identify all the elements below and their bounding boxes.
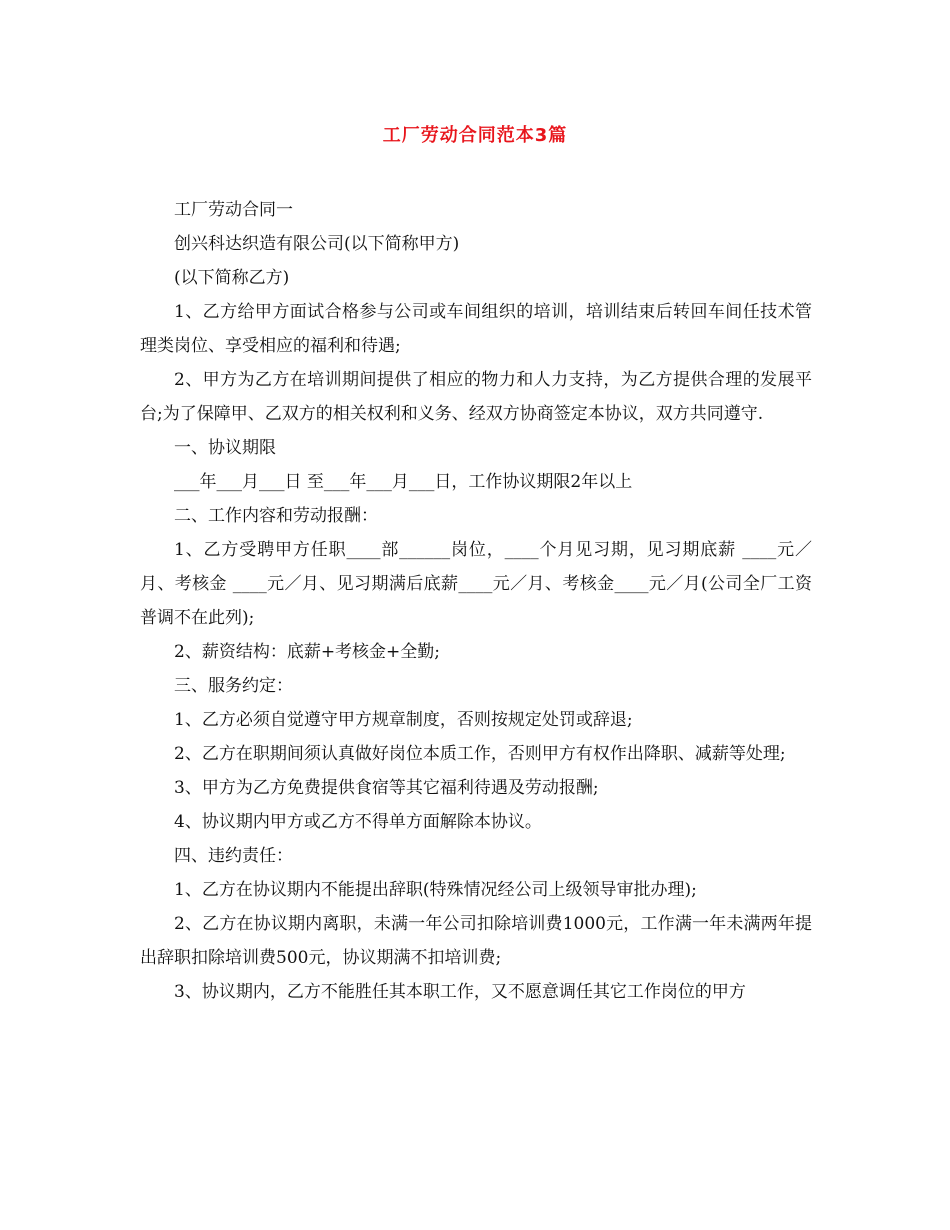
paragraph: 3、甲方为乙方免费提供食宿等其它福利待遇及劳动报酬; <box>174 778 599 798</box>
paragraph: 2、乙方在协议期内离职，未满一年公司扣除培训费1000元，工作满一年未满两年提出辞职扣除培训费500元，协议期满不扣培训费; <box>140 914 812 968</box>
section-heading: 四、违约责任： <box>174 846 293 866</box>
paragraph: (以下简称乙方) <box>174 268 290 288</box>
document-body <box>140 193 812 1009</box>
section-heading: 一、协议期限 <box>174 438 276 458</box>
paragraph: 2、甲方为乙方在培训期间提供了相应的物力和人力支持，为乙方提供合理的发展平台;为了保障甲、乙双方的相关权利和义务、经双方协商签定本协议，双方共同遵守. <box>140 370 812 424</box>
paragraph: 4、协议期内甲方或乙方不得单方面解除本协议。 <box>174 812 542 832</box>
paragraph: 1、乙方必须自觉遵守甲方规章制度，否则按规定处罚或辞退; <box>174 710 633 730</box>
paragraph: 2、乙方在职期间须认真做好岗位本质工作，否则甲方有权作出降职、减薪等处理; <box>174 744 786 764</box>
paragraph: 3、协议期内，乙方不能胜任其本职工作，又不愿意调任其它工作岗位的甲方 <box>174 982 746 1002</box>
paragraph: 工厂劳动合同一 <box>174 200 293 220</box>
paragraph: 2、薪资结构：底薪+考核金+全勤; <box>174 642 441 662</box>
section-heading: 二、工作内容和劳动报酬： <box>174 506 378 526</box>
paragraph: 创兴科达织造有限公司(以下简称甲方) <box>174 234 460 254</box>
paragraph: ___年___月___日 至___年___月___日，工作协议期限2年以上 <box>174 472 633 492</box>
paragraph: 1、乙方给甲方面试合格参与公司或车间组织的培训，培训结束后转回车间任技术管理类岗位、享受相应的福利和待遇; <box>140 302 812 356</box>
paragraph: 1、乙方在协议期内不能提出辞职(特殊情况经公司上级领导审批办理); <box>174 880 697 900</box>
document-title: 工厂劳动合同范本3篇 <box>382 125 568 146</box>
paragraph: 1、乙方受聘甲方任职____部______岗位，____个月见习期，见习期底薪 ____元／月、考核金 ____元／月、见习期满后底薪____元／月、考核金____元／月(公司全厂工资普调不在此列); <box>140 540 812 628</box>
section-heading: 三、服务约定： <box>174 676 293 696</box>
